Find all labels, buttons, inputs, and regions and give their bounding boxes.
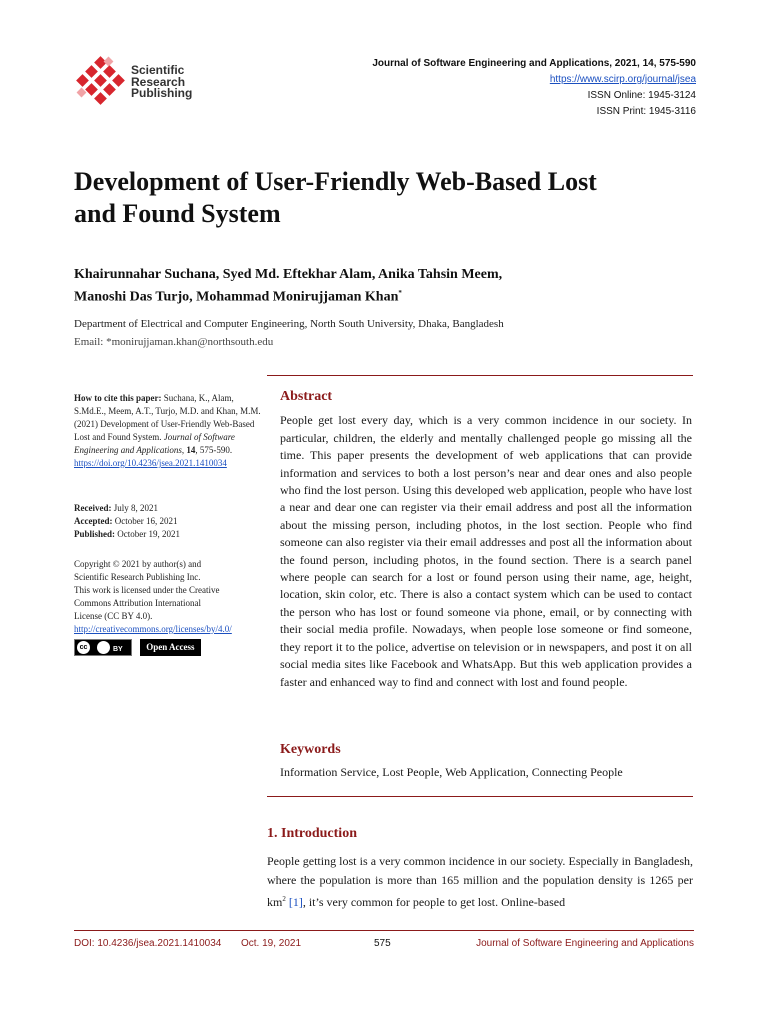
copyright-line: License (CC BY 4.0).	[74, 611, 153, 621]
copyright-line: This work is licensed under the Creative	[74, 585, 220, 595]
introduction-text	[267, 852, 693, 912]
footer-rule	[74, 930, 694, 931]
superscript: 2	[282, 895, 286, 903]
cite-volume: 14	[186, 445, 196, 455]
copyright-block	[74, 558, 262, 656]
open-access-badge[interactable]	[140, 639, 200, 656]
journal-citation: Journal of Software Engineering and Applications, 2021, 14, 575-590	[372, 58, 696, 69]
publisher-name-line: Publishing	[131, 86, 193, 100]
open-access-label: Open Access	[146, 642, 195, 652]
abstract-text: People get lost every day, which is a very common incidence in our society. In particular, children, the elderly and mentally challenged people go missing all the time. This paper presents the development of web applications that can provide information and services to both a lost person’s near and dear ones and also people who find the lost person. Using this developed web application, people who have lost a near and dear one can register via their email address and post all the information about the missing person, including photos, in the lost section. People who find someone can also register via their email addresses and post all the information about the found person, including photos, in the found section. There is a search panel where people can search for a lost or found person using their name, age, height, location, skin color, etc. There is also a contact system which can be used to contact the person who has lost or found someone via phone, email, or by connecting with their social media profile. Nowadays, when people lose someone or find someone, they report it to the police, advertise on television or in newspapers, and post it on all social media sites like Facebook and WhatsApp. But this web application provides a faster and enhanced way to find and connect with lost and found people.	[280, 413, 692, 689]
issn-print: ISSN Print: 1945-3116	[596, 106, 696, 117]
keywords-bottom-rule	[267, 796, 693, 797]
issn-online: ISSN Online: 1945-3124	[587, 90, 696, 101]
paper-title-line: and Found System	[74, 199, 281, 228]
cite-separator: ,	[181, 445, 187, 455]
author-line: Manoshi Das Turjo, Mohammad Monirujjaman Khan	[74, 289, 399, 305]
copyright-line: Copyright © 2021 by author(s) and	[74, 559, 202, 569]
journal-info	[372, 56, 696, 120]
abstract-section	[280, 388, 692, 691]
author-line: Khairunnahar Suchana, Syed Md. Eftekhar Alam, Anika Tahsin Meem,	[74, 267, 503, 282]
keywords-section	[280, 741, 692, 782]
scirp-diamond-icon	[74, 56, 134, 110]
page-number: 575	[374, 938, 391, 949]
affiliation: Department of Electrical and Computer Engineering, North South University, Dhaka, Bangladesh	[74, 318, 504, 330]
citation-block	[74, 392, 262, 470]
footer-date: Oct. 19, 2021	[241, 938, 302, 949]
cc-by-badge[interactable]	[74, 639, 132, 656]
abstract-top-rule	[267, 375, 693, 376]
by-label: BY	[113, 646, 123, 653]
corresponding-marker: *	[398, 289, 402, 297]
received-date: July 8, 2021	[113, 503, 158, 513]
dates-block	[74, 502, 262, 541]
publisher-name-line: Scientific	[131, 63, 185, 77]
publisher-name-line: Research	[131, 74, 186, 89]
published-date: October 19, 2021	[117, 529, 181, 539]
copyright-line: Scientific Research Publishing Inc.	[74, 572, 201, 582]
published-label: Published:	[74, 529, 116, 539]
cite-doi-link[interactable]: https://doi.org/10.4236/jsea.2021.1410034	[74, 458, 227, 468]
keywords-text: Information Service, Lost People, Web Application, Connecting People	[280, 765, 623, 780]
by-person-icon	[97, 641, 110, 654]
cite-label: How to cite this paper:	[74, 393, 162, 403]
received-label: Received:	[74, 503, 112, 513]
paper-title	[74, 166, 714, 230]
footer-doi: DOI: 10.4236/jsea.2021.1410034	[74, 938, 222, 949]
license-link[interactable]: http://creativecommons.org/licenses/by/4.0/	[74, 624, 232, 634]
publisher-name	[131, 65, 192, 100]
intro-text-segment: , it’s very common for people to get lost. Online-based	[302, 895, 566, 909]
paper-title-line: Development of User-Friendly Web-Based Lost	[74, 167, 597, 196]
journal-url-link[interactable]: https://www.scirp.org/journal/jsea	[549, 74, 696, 85]
introduction-heading: 1. Introduction	[267, 826, 357, 841]
cite-journal: Journal of Software Engineering and Applications	[74, 432, 235, 455]
footer-journal: Journal of Software Engineering and Applications	[476, 938, 694, 949]
author-list	[74, 266, 714, 307]
intro-text-segment: People getting lost is a very common incidence in our society. Especially in Bangladesh, where the population is more than 165 million and the population density is 1265 per km	[267, 854, 693, 909]
accepted-date: October 16, 2021	[114, 516, 178, 526]
abstract-heading: Abstract	[280, 389, 333, 404]
cite-pages: , 575-590.	[195, 445, 233, 455]
copyright-line: Commons Attribution International	[74, 598, 201, 608]
keywords-heading: Keywords	[280, 742, 341, 757]
author-email: Email: *monirujjaman.khan@northsouth.edu	[74, 336, 274, 348]
cite-text: Suchana, K., Alam, S.Md.E., Meem, A.T., Turjo, M.D. and Khan, M.M. (2021) Development of User-Friendly Web-Based Lost and Found System.	[74, 393, 261, 442]
reference-link[interactable]: [1]	[288, 895, 303, 909]
accepted-label: Accepted:	[74, 516, 113, 526]
cc-icon: cc	[77, 641, 90, 654]
introduction-section	[267, 826, 693, 912]
